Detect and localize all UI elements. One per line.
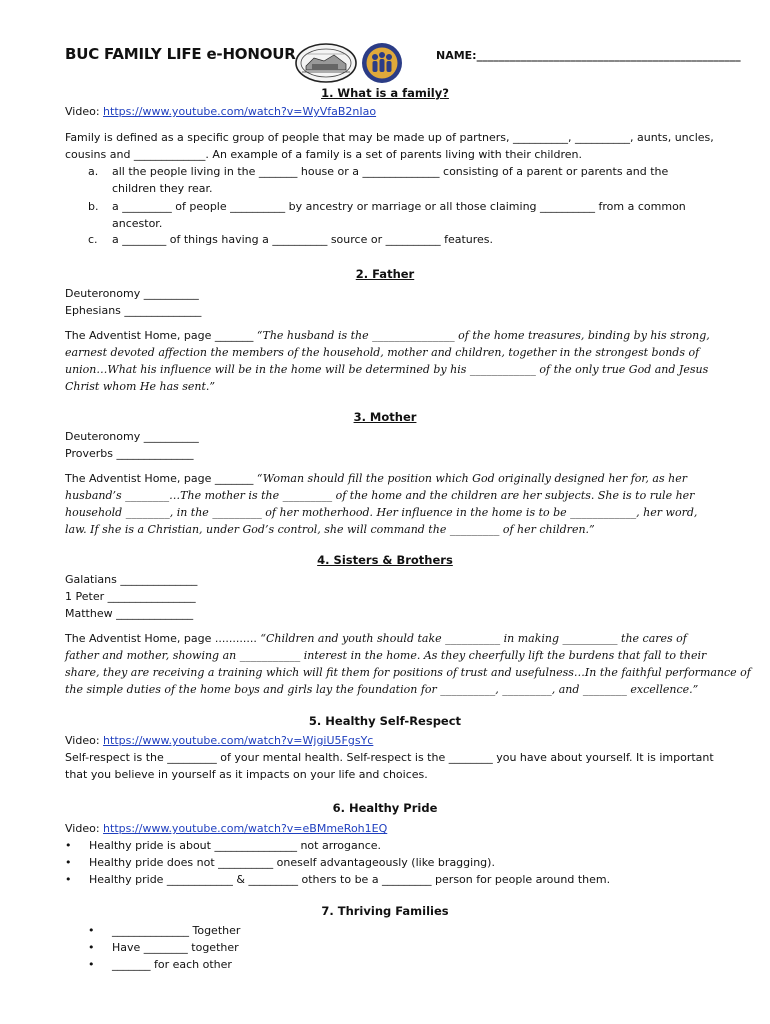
list-item-text: Healthy pride is about _______________ not arrogance. [89,839,382,852]
bullet-icon: • [65,839,72,852]
section-6-heading: 6. Healthy Pride [332,801,438,815]
scripture-reference: Deuteronomy __________ [65,287,199,300]
list-item [88,198,718,232]
list-item-label: a. [88,165,99,178]
scripture-reference: 1 Peter ________________ [65,590,196,603]
list-item-text-line-1: a _________ of people __________ by ancestry or marriage or all those claiming __________ from a common [112,200,686,213]
section-2-quote-line-4: Christ whom He has sent.” [65,380,216,393]
quote-text: “The husband is the _______________ of the home treasures, binding by his strong, [256,329,710,342]
section-5-heading: 5. Healthy Self-Respect [308,714,462,728]
section-3-quote-line-3: household ________, in the _________ of her motherhood. Her influence in the home is to be ____________, her word, [65,506,698,519]
section-5-text-line-1: Self-respect is the _________ of your mental health. Self-respect is the ________ you have about yourself. It is important [65,751,714,764]
list-item-label: b. [88,200,99,213]
section-2-quote-line-3: union…What his influence will be in the home will be determined by his ____________ of the only true God and Jesus [65,363,709,376]
quote-text: “Children and youth should take __________ in making __________ the cares of [260,632,687,645]
section-5-text-line-2: that you believe in yourself as it impacts on your life and choices. [65,768,428,781]
section-1-heading: 1. What is a family? [321,86,449,100]
bullet-icon: • [88,958,95,971]
list-item [65,837,705,854]
name-field[interactable]: NAME:________________________________________________ [436,49,741,62]
section-6-video [65,820,387,837]
bullet-icon: • [88,941,95,954]
scripture-reference: Deuteronomy __________ [65,430,199,443]
video-link[interactable]: https://www.youtube.com/watch?v=WjgiU5FgsYc [103,734,374,747]
quote-source: The Adventist Home, page _______ [65,329,257,342]
list-item-label: c. [88,233,98,246]
section-3-quote-line-2: husband’s ________…The mother is the _________ of the home and the children are her subjects. She is to rule her [65,489,695,502]
list-item [88,163,718,197]
section-3-quote-line-1 [65,470,687,487]
section-2-quote-line-2: earnest devoted affection the members of the household, mother and children, together in the strongest bonds of [65,346,700,359]
video-label: Video: [65,105,104,118]
list-item [88,231,718,248]
video-link[interactable]: https://www.youtube.com/watch?v=WyVfaB2nIao [103,105,377,118]
list-item-text: Healthy pride does not __________ oneself advantageously (like bragging). [89,856,495,869]
video-label: Video: [65,734,104,747]
section-3-heading: 3. Mother [353,410,417,424]
scripture-reference: Galatians ______________ [65,573,198,586]
section-2-heading: 2. Father [355,267,415,281]
bullet-icon: • [65,873,72,886]
quote-source: The Adventist Home, page _______ [65,472,257,485]
list-item-text-line-1: a ________ of things having a __________ source or __________ features. [112,233,494,246]
list-item [65,871,705,888]
section-7-heading: 7. Thriving Families [321,904,449,918]
section-5-video [65,732,373,749]
family-honour-emblem-icon [361,42,403,84]
video-label: Video: [65,822,104,835]
church-building-seal-icon [294,42,358,84]
scripture-reference: Ephesians ______________ [65,304,202,317]
list-item-text-line-1: all the people living in the _______ house or a ______________ consisting of a parent or parents and the [112,165,669,178]
list-item [88,956,488,973]
list-item [65,854,705,871]
list-item-text-line-2: children they rear. [112,182,213,195]
scripture-reference: Proverbs ______________ [65,447,194,460]
video-link[interactable]: https://www.youtube.com/watch?v=eBMmeRoh1EQ [103,822,388,835]
bullet-icon: • [88,924,95,937]
section-4-quote-line-4: the simple duties of the home boys and girls lay the foundation for __________, _________, and ________ excellence.” [65,683,699,696]
section-4-quote-line-1 [65,630,687,647]
section-3-quote-line-4: law. If she is a Christian, under God’s control, she will command the _________ of her children.” [65,523,595,536]
list-item-text: ______________ Together [112,924,241,937]
list-item-text: _______ for each other [112,958,232,971]
scripture-reference: Matthew ______________ [65,607,194,620]
list-item-text: Healthy pride ____________ & _________ others to be a _________ person for people around them. [89,873,611,886]
list-item [88,922,488,939]
quote-text: “Woman should fill the position which God originally designed her for, as her [256,472,687,485]
section-4-quote-line-3: share, they are receiving a training which will fit them for positions of trust and usefulness…In the faithful performance of [65,666,751,679]
section-4-quote-line-2: father and mother, showing an ___________ interest in the home. As they cheerfully lift the burdens that fall to their [65,649,707,662]
quote-source: The Adventist Home, page ............ [65,632,261,645]
list-item [88,939,488,956]
document-title: BUC FAMILY LIFE e-HONOUR [65,45,296,63]
section-1-definition-line-2: cousins and _____________. An example of a family is a set of parents living with their children. [65,148,582,161]
section-2-quote-line-1 [65,327,710,344]
section-4-heading: 4. Sisters & Brothers [317,553,453,567]
section-1-definition-line-1: Family is defined as a specific group of people that may be made up of partners, __________, __________, aunts, uncles, [65,131,714,144]
list-item-text: Have ________ together [112,941,239,954]
bullet-icon: • [65,856,72,869]
list-item-text-line-2: ancestor. [112,217,163,230]
section-1-video [65,103,376,120]
